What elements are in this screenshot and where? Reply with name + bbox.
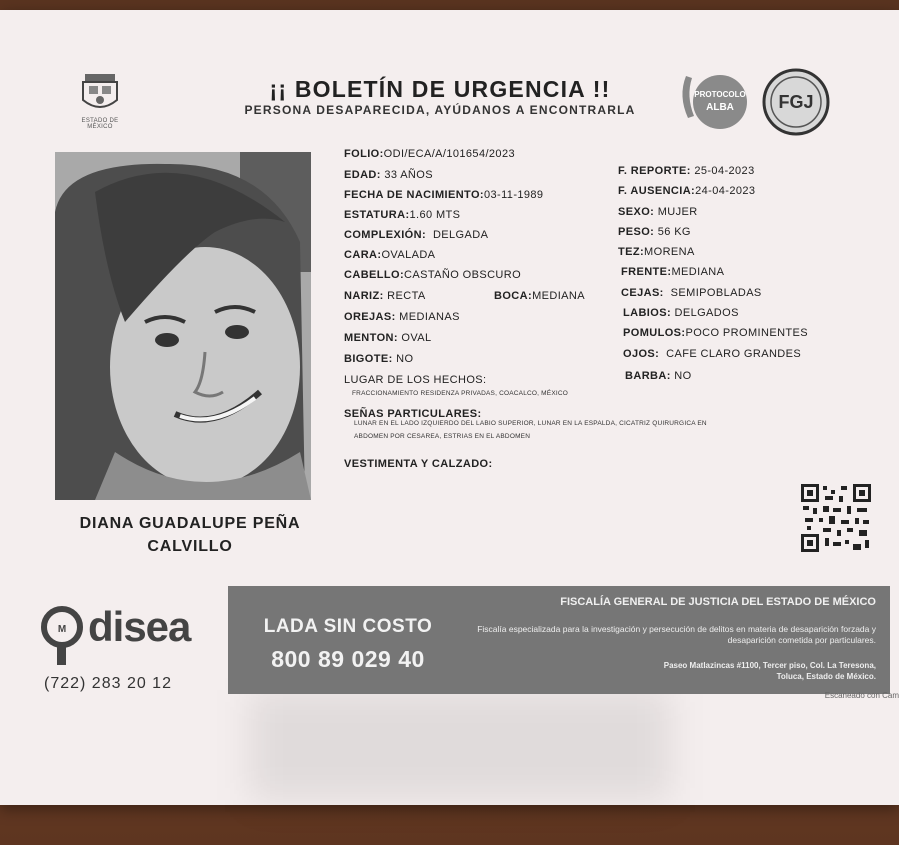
field-reporte: F. REPORTE: 25-04-2023 (618, 165, 755, 177)
alba-text-1: PROTOCOLO (694, 90, 746, 99)
field-senas-label: SEÑAS PARTICULARES: (344, 408, 482, 420)
fgj-text: FGJ (778, 92, 814, 112)
field-estatura: ESTATURA:1.60 MTS (344, 209, 461, 221)
fiscalia-banner (228, 586, 890, 694)
field-ausencia: F. AUSENCIA:24-04-2023 (618, 185, 756, 197)
field-sexo: SEXO: MUJER (618, 206, 698, 218)
field-boca: BOCA:MEDIANA (494, 290, 585, 302)
fgj-logo (762, 68, 830, 136)
field-bigote: BIGOTE: NO (344, 353, 414, 365)
field-cabello: CABELLO:CASTAÑO OBSCURO (344, 269, 522, 281)
person-name: DIANA GUADALUPE PEÑA CALVILLO (79, 515, 301, 555)
qr-code[interactable] (801, 484, 871, 552)
field-nariz: NARIZ: RECTA (344, 290, 426, 302)
alba-text-2: ALBA (706, 102, 734, 113)
field-menton: MENTON: OVAL (344, 332, 432, 344)
phone-shadow (250, 690, 670, 800)
odisea-phone: (722) 283 20 12 (44, 675, 172, 692)
field-frente: FRENTE:MEDIANA (621, 266, 725, 278)
field-complexion: COMPLEXIÓN: DELGADA (344, 229, 489, 241)
fiscalia-title: FISCALÍA GENERAL DE JUSTICIA DEL ESTADO DE MÉXICO (560, 596, 876, 608)
odisea-pin-icon (40, 605, 88, 667)
field-lugar-label: LUGAR DE LOS HECHOS: (344, 374, 487, 386)
field-senas-value-1: LUNAR EN EL LADO IZQUIERDO DEL LABIO SUPERIOR, LUNAR EN LA ESPALDA, CICATRIZ QUIRURGICA EN (354, 420, 707, 427)
bulletin-subtitle: PERSONA DESAPARECIDA, AYÚDANOS A ENCONTRARLA (244, 103, 636, 117)
protocolo-alba-logo (672, 66, 752, 132)
field-cejas: CEJAS: SEMIPOBLADAS (621, 287, 762, 299)
field-labios: LABIOS: DELGADOS (623, 307, 739, 319)
fiscalia-address-line-2: Toluca, Estado de México. (776, 672, 876, 681)
fiscalia-address-line-1: Paseo Matlazincas #1100, Tercer piso, Col. La Teresona, (663, 661, 876, 670)
state-seal-logo (70, 70, 130, 132)
field-edad: EDAD: 33 AÑOS (344, 169, 433, 181)
field-barba: BARBA: NO (625, 370, 692, 382)
field-cara: CARA:OVALADA (344, 249, 436, 261)
svg-text:M: M (57, 624, 67, 635)
scan-watermark: Escaneado con Cam (824, 691, 899, 700)
fiscalia-address (516, 660, 876, 682)
field-peso: PESO: 56 KG (618, 226, 691, 238)
field-vestimenta-label: VESTIMENTA Y CALZADO: (344, 458, 493, 470)
field-lugar-value: FRACCIONAMIENTO RESIDENZA PRIVADAS, COACALCO, MÉXICO (352, 390, 569, 397)
field-folio: FOLIO:ODI/ECA/A/101654/2023 (344, 148, 515, 160)
lada-label: LADA SIN COSTO (263, 616, 433, 637)
seal-caption: ESTADO DE MÉXICO (81, 118, 119, 130)
field-nacimiento: FECHA DE NACIMIENTO:03-11-1989 (344, 189, 544, 201)
odisea-wordmark: disea (88, 603, 191, 650)
field-senas-value-2: ABDOMEN POR CESAREA, ESTRIAS EN EL ABDOMEN (354, 433, 531, 440)
field-ojos: OJOS: CAFE CLARO GRANDES (623, 348, 802, 360)
missing-person-photo (55, 152, 311, 500)
lada-number[interactable]: 800 89 029 40 (271, 646, 425, 672)
field-orejas: OREJAS: MEDIANAS (344, 311, 460, 323)
bulletin-title: ¡¡ BOLETÍN DE URGENCIA !! (269, 76, 611, 102)
fiscalia-description: Fiscalía especializada para la investigación y persecución de delitos en materia de desaparición forzada y desaparición cometida por particulares. (477, 624, 876, 645)
field-tez: TEZ:MORENA (618, 246, 695, 258)
odisea-logo (40, 603, 230, 663)
field-pomulos: POMULOS:POCO PROMINENTES (623, 327, 809, 339)
